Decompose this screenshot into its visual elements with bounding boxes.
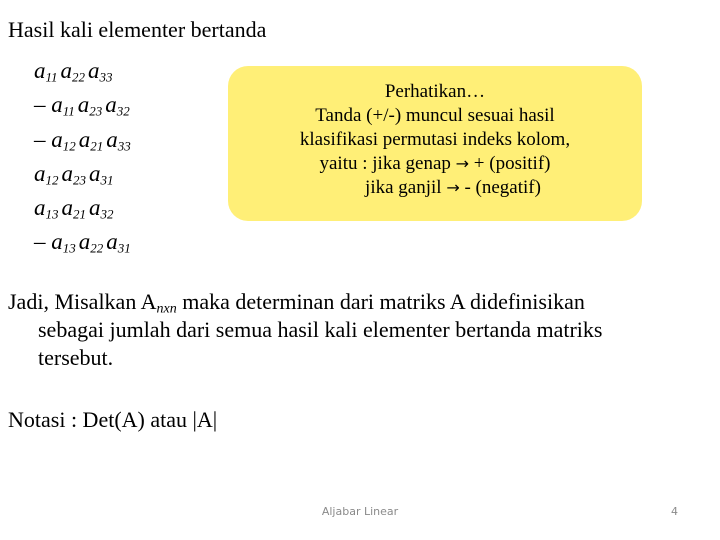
callout-line: klasifikasi permutasi indeks kolom,: [299, 129, 571, 150]
factor: $a_{13}$: [34, 195, 59, 222]
factor: $a_{22}$: [78, 229, 104, 256]
term-sign: –: [34, 229, 52, 255]
right-arrow-icon: →: [455, 154, 470, 173]
factor: $a_{33}$: [106, 126, 131, 153]
elementary-product-3: [34, 123, 134, 157]
term-sign: –: [34, 126, 52, 152]
elementary-product-6: [34, 225, 134, 259]
elementary-products-list: [34, 54, 134, 260]
sign-rule-callout: [228, 66, 642, 221]
factor: $a_{32}$: [105, 92, 130, 119]
factor: $a_{11}$: [51, 92, 75, 119]
factor: $a_{21}$: [61, 195, 86, 222]
factor: $a_{31}$: [89, 160, 114, 188]
elementary-product-5: [34, 191, 134, 225]
factor: $a_{33}$: [88, 58, 113, 85]
notation-text: Notasi : Det(A) atau |A|: [8, 407, 218, 432]
factor: $a_{13}$: [51, 229, 76, 256]
definition-line: sebagai jumlah dari semua hasil kali elementer bertanda matriks: [38, 317, 603, 342]
term-sign: –: [34, 92, 52, 118]
factor: $a_{23}$: [61, 160, 86, 188]
factor: $a_{21}$: [78, 126, 104, 153]
elementary-product-1: [34, 54, 134, 88]
callout-line: Tanda (+/-) muncul sesuai hasil: [315, 105, 555, 126]
definition-line: Jadi, Misalkan $A_{nxn}$ maka determinan dari matriks A didefinisikan: [8, 289, 585, 317]
determinant-definition: [8, 288, 698, 372]
footer-course-name: Aljabar Linear: [321, 505, 399, 518]
factor: $a_{12}$: [34, 160, 59, 188]
factor: $a_{12}$: [51, 126, 76, 153]
slide-heading: Hasil kali elementer bertanda: [8, 17, 267, 42]
factor: $a_{22}$: [60, 58, 86, 85]
factor: $a_{32}$: [89, 195, 114, 222]
definition-line: tersebut.: [38, 345, 114, 370]
callout-odd-rule: jika ganjil → - (negatif): [365, 177, 541, 198]
callout-title: Perhatikan…: [384, 81, 486, 102]
right-arrow-icon: →: [446, 178, 460, 197]
elementary-product-2: [34, 88, 134, 122]
elementary-product-4: [34, 157, 134, 191]
factor: $a_{23}$: [77, 92, 103, 119]
factor: $a_{11}$: [34, 58, 58, 85]
callout-even-rule: yaitu : jika genap → + (positif): [319, 153, 551, 174]
factor: $a_{31}$: [106, 229, 131, 256]
page-number: 4: [671, 505, 678, 518]
